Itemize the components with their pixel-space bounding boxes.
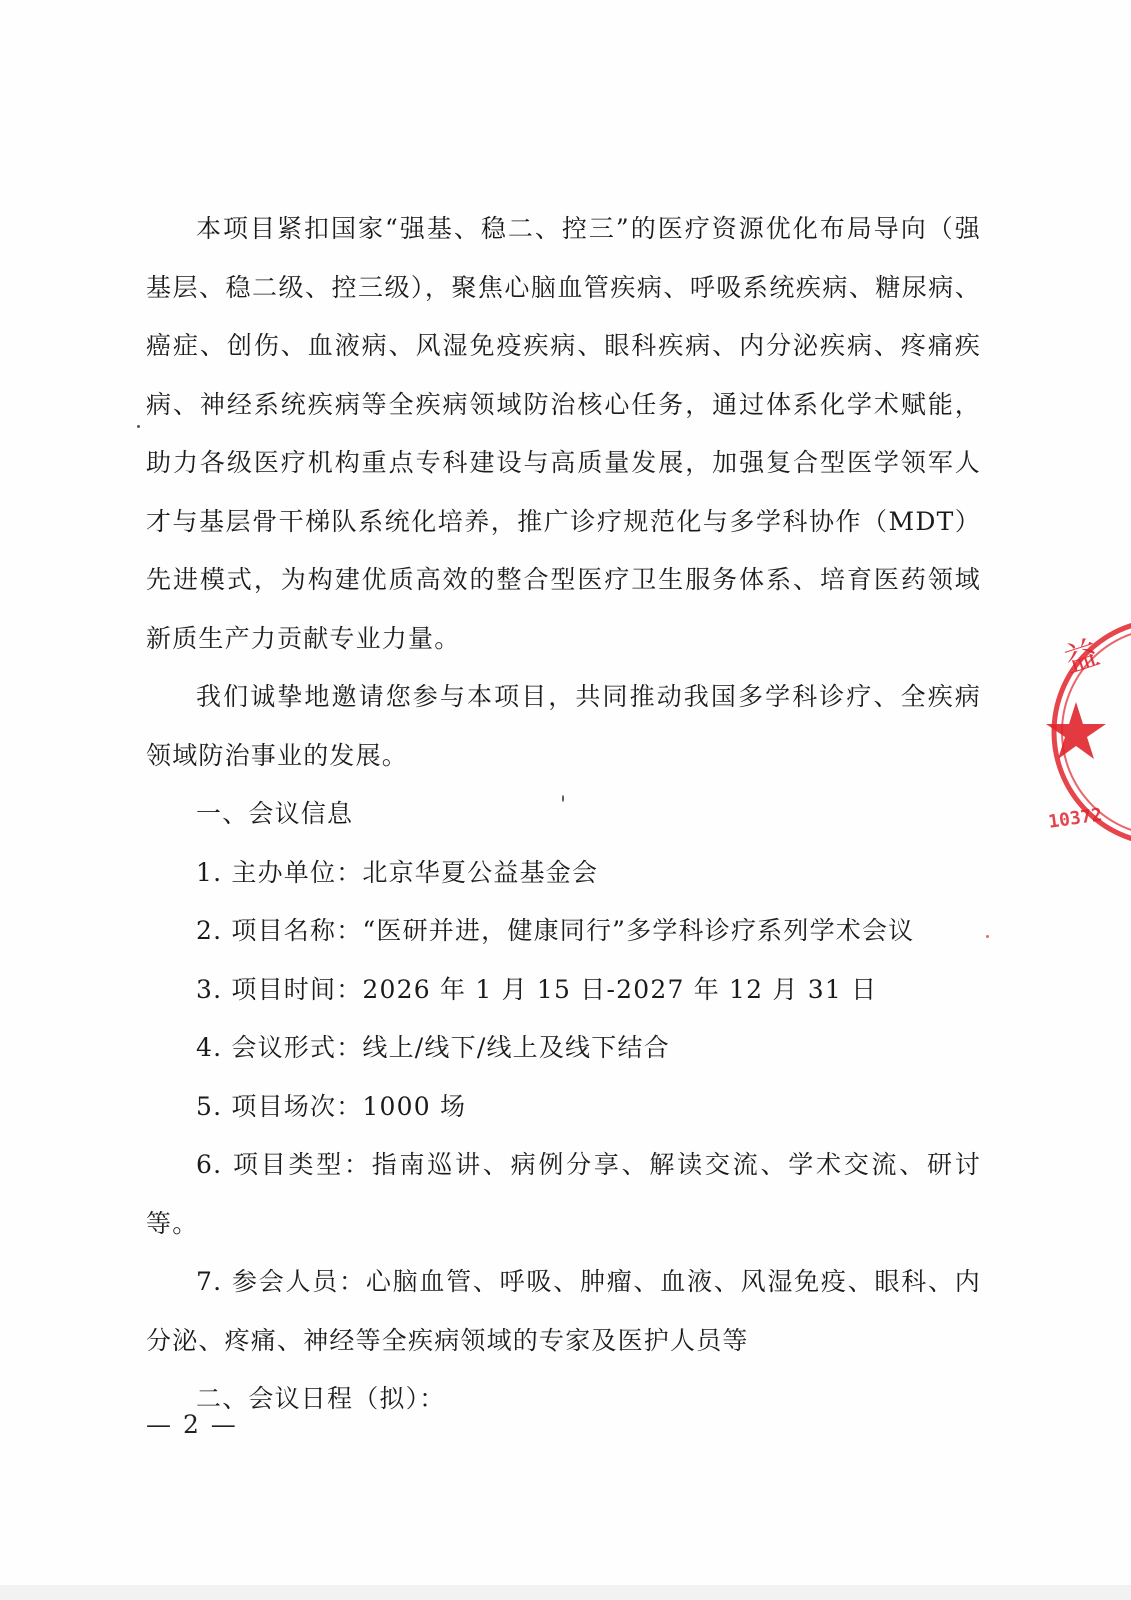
info-item-session-count: 5. 项目场次：1000 场 bbox=[196, 1091, 467, 1121]
info-item-project-time: 3. 项目时间：2026 年 1 月 15 日-2027 年 12 月 31 日 bbox=[196, 974, 878, 1004]
seal-character: 益 bbox=[1059, 632, 1105, 682]
section-heading-meeting-info: 一、会议信息 bbox=[196, 799, 354, 828]
intro-paragraph: 本项目紧扣国家“强基、稳二、控三”的医疗资源优化布局导向（强基层、稳二级、控三级），聚焦心脑血管疾病、呼吸系统疾病、糖尿病、癌症、创伤、血液病、风湿免疫疾病、眼科疾病、内分泌疾病、疼痛疾病、神经系统疾病等全疾病领域防治核心任务，通过体系化学术赋能，助力各级医疗机构重点专科建设与高质量发展，加强复合型医学领军人才与基层骨干梯队系统化培养，推广诊疗规范化与多学科协作（MDT）先进模式，为构建优质高效的整合型医疗卫生服务体系、培育医药领域新质生产力贡献专业力量。 bbox=[146, 214, 981, 653]
info-item-participants: 7. 参会人员：心脑血管、呼吸、肿瘤、血液、风湿免疫、眼科、内分泌、疼痛、神经等全疾病领域的专家及医护人员等 bbox=[146, 1267, 981, 1355]
seal-code: 10372 bbox=[1047, 804, 1104, 833]
official-seal-stamp bbox=[1046, 612, 1131, 852]
page-number: — 2 — bbox=[146, 1410, 238, 1439]
seal-star-icon bbox=[1046, 702, 1106, 759]
info-item-project-type: 6. 项目类型：指南巡讲、病例分享、解读交流、学术交流、研讨等。 bbox=[146, 1150, 981, 1238]
page-bottom-edge bbox=[0, 1585, 1131, 1600]
invitation-paragraph: 我们诚挚地邀请您参与本项目，共同推动我国多学科诊疗、全疾病领域防治事业的发展。 bbox=[146, 682, 981, 770]
scan-speck bbox=[562, 795, 564, 802]
scan-speck bbox=[986, 935, 989, 938]
section-heading-schedule: 二、会议日程（拟）： bbox=[196, 1384, 446, 1413]
document-body bbox=[146, 200, 981, 1429]
info-item-meeting-format: 4. 会议形式：线上/线下/线上及线下结合 bbox=[196, 1033, 670, 1062]
info-item-project-name: 2. 项目名称：“医研并进，健康同行”多学科诊疗系列学术会议 bbox=[196, 916, 915, 945]
info-item-organizer: 1. 主办单位：北京华夏公益基金会 bbox=[196, 857, 599, 887]
scan-speck bbox=[137, 425, 140, 428]
